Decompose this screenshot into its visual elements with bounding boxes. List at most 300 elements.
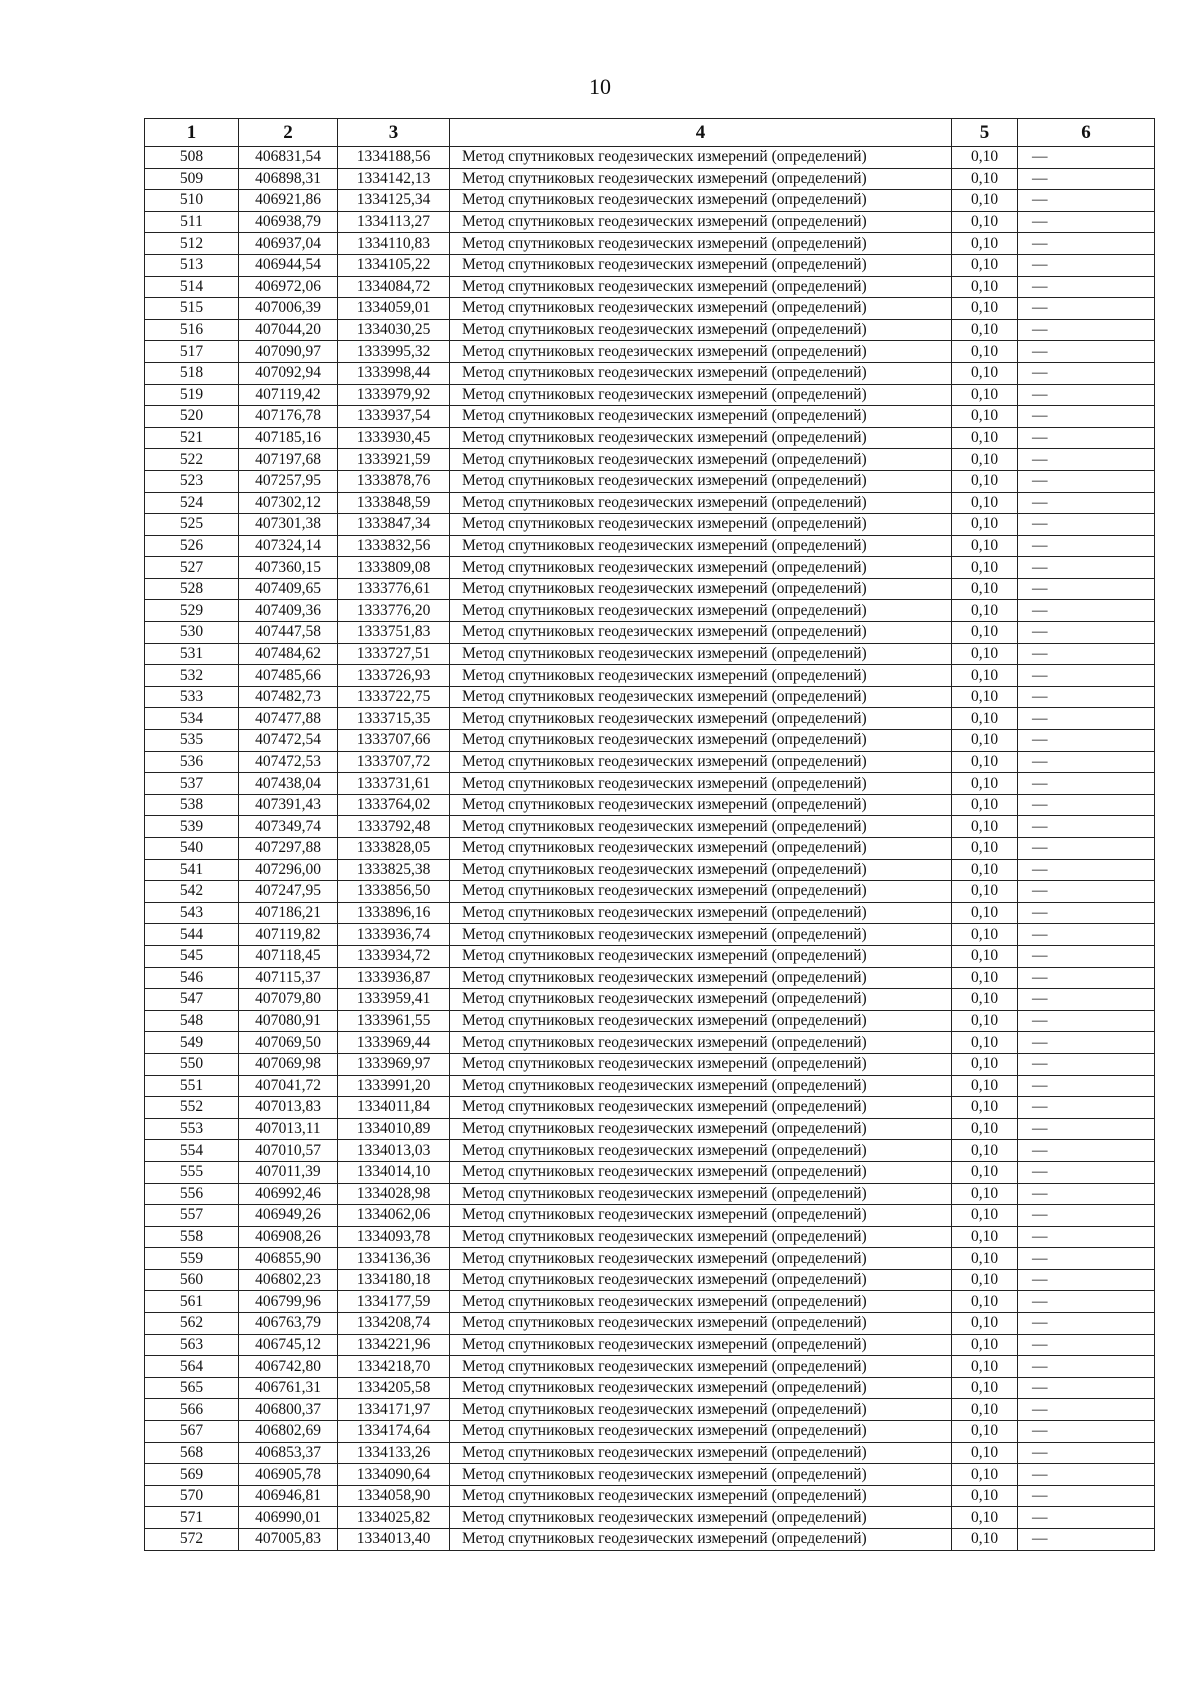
note-cell: — xyxy=(1018,967,1155,989)
table-row xyxy=(145,1399,1155,1421)
precision-cell: 0,10 xyxy=(952,406,1018,428)
column-header-3: 3 xyxy=(338,119,450,147)
table-row xyxy=(145,989,1155,1011)
y-coordinate-cell: 1334221,96 xyxy=(338,1334,450,1356)
method-cell: Метод спутниковых геодезических измерений (определений) xyxy=(450,470,952,492)
precision-cell: 0,10 xyxy=(952,924,1018,946)
x-coordinate-cell: 407013,83 xyxy=(239,1097,338,1119)
x-coordinate-cell: 406855,90 xyxy=(239,1248,338,1270)
y-coordinate-cell: 1333731,61 xyxy=(338,773,450,795)
note-cell: — xyxy=(1018,1529,1155,1551)
precision-cell: 0,10 xyxy=(952,1291,1018,1313)
y-coordinate-cell: 1333828,05 xyxy=(338,838,450,860)
y-coordinate-cell: 1334105,22 xyxy=(338,254,450,276)
point-number-cell: 523 xyxy=(145,470,239,492)
table-row xyxy=(145,1269,1155,1291)
table-row xyxy=(145,535,1155,557)
column-header-6: 6 xyxy=(1018,119,1155,147)
note-cell: — xyxy=(1018,1442,1155,1464)
note-cell: — xyxy=(1018,578,1155,600)
note-cell: — xyxy=(1018,924,1155,946)
precision-cell: 0,10 xyxy=(952,1507,1018,1529)
x-coordinate-cell: 406944,54 xyxy=(239,254,338,276)
table-row xyxy=(145,1010,1155,1032)
method-cell: Метод спутниковых геодезических измерений (определений) xyxy=(450,945,952,967)
y-coordinate-cell: 1333776,61 xyxy=(338,578,450,600)
y-coordinate-cell: 1333792,48 xyxy=(338,816,450,838)
point-number-cell: 551 xyxy=(145,1075,239,1097)
precision-cell: 0,10 xyxy=(952,1313,1018,1335)
precision-cell: 0,10 xyxy=(952,211,1018,233)
precision-cell: 0,10 xyxy=(952,449,1018,471)
table-row xyxy=(145,924,1155,946)
method-cell: Метод спутниковых геодезических измерений (определений) xyxy=(450,233,952,255)
table-row xyxy=(145,1161,1155,1183)
table-row xyxy=(145,147,1155,169)
method-cell: Метод спутниковых геодезических измерений (определений) xyxy=(450,384,952,406)
precision-cell: 0,10 xyxy=(952,514,1018,536)
point-number-cell: 546 xyxy=(145,967,239,989)
point-number-cell: 538 xyxy=(145,794,239,816)
table-body xyxy=(145,147,1155,1551)
point-number-cell: 521 xyxy=(145,427,239,449)
method-cell: Метод спутниковых геодезических измерений (определений) xyxy=(450,406,952,428)
table-row xyxy=(145,233,1155,255)
y-coordinate-cell: 1333848,59 xyxy=(338,492,450,514)
x-coordinate-cell: 407484,62 xyxy=(239,643,338,665)
table-row xyxy=(145,1140,1155,1162)
precision-cell: 0,10 xyxy=(952,686,1018,708)
y-coordinate-cell: 1333969,97 xyxy=(338,1053,450,1075)
precision-cell: 0,10 xyxy=(952,341,1018,363)
precision-cell: 0,10 xyxy=(952,1118,1018,1140)
column-header-4: 4 xyxy=(450,119,952,147)
y-coordinate-cell: 1333847,34 xyxy=(338,514,450,536)
table-row xyxy=(145,1529,1155,1551)
y-coordinate-cell: 1333722,75 xyxy=(338,686,450,708)
method-cell: Метод спутниковых геодезических измерений (определений) xyxy=(450,1075,952,1097)
method-cell: Метод спутниковых геодезических измерений (определений) xyxy=(450,449,952,471)
note-cell: — xyxy=(1018,1377,1155,1399)
precision-cell: 0,10 xyxy=(952,147,1018,169)
point-number-cell: 541 xyxy=(145,859,239,881)
x-coordinate-cell: 406853,37 xyxy=(239,1442,338,1464)
method-cell: Метод спутниковых геодезических измерений (определений) xyxy=(450,427,952,449)
method-cell: Метод спутниковых геодезических измерений (определений) xyxy=(450,1334,952,1356)
y-coordinate-cell: 1334218,70 xyxy=(338,1356,450,1378)
y-coordinate-cell: 1333764,02 xyxy=(338,794,450,816)
x-coordinate-cell: 406946,81 xyxy=(239,1485,338,1507)
point-number-cell: 540 xyxy=(145,838,239,860)
note-cell: — xyxy=(1018,686,1155,708)
table-row xyxy=(145,859,1155,881)
point-number-cell: 549 xyxy=(145,1032,239,1054)
method-cell: Метод спутниковых геодезических измерений (определений) xyxy=(450,1356,952,1378)
method-cell: Метод спутниковых геодезических измерений (определений) xyxy=(450,967,952,989)
note-cell: — xyxy=(1018,147,1155,169)
method-cell: Метод спутниковых геодезических измерений (определений) xyxy=(450,665,952,687)
method-cell: Метод спутниковых геодезических измерений (определений) xyxy=(450,557,952,579)
precision-cell: 0,10 xyxy=(952,557,1018,579)
note-cell: — xyxy=(1018,1313,1155,1335)
precision-cell: 0,10 xyxy=(952,600,1018,622)
note-cell: — xyxy=(1018,341,1155,363)
precision-cell: 0,10 xyxy=(952,1226,1018,1248)
x-coordinate-cell: 407176,78 xyxy=(239,406,338,428)
note-cell: — xyxy=(1018,794,1155,816)
point-number-cell: 517 xyxy=(145,341,239,363)
table-row xyxy=(145,298,1155,320)
x-coordinate-cell: 407011,39 xyxy=(239,1161,338,1183)
precision-cell: 0,10 xyxy=(952,1377,1018,1399)
table-row xyxy=(145,881,1155,903)
y-coordinate-cell: 1334011,84 xyxy=(338,1097,450,1119)
point-number-cell: 571 xyxy=(145,1507,239,1529)
x-coordinate-cell: 407092,94 xyxy=(239,362,338,384)
x-coordinate-cell: 407447,58 xyxy=(239,622,338,644)
note-cell: — xyxy=(1018,470,1155,492)
x-coordinate-cell: 406972,06 xyxy=(239,276,338,298)
x-coordinate-cell: 407044,20 xyxy=(239,319,338,341)
method-cell: Метод спутниковых геодезических измерений (определений) xyxy=(450,1161,952,1183)
point-number-cell: 534 xyxy=(145,708,239,730)
point-number-cell: 565 xyxy=(145,1377,239,1399)
table-row xyxy=(145,276,1155,298)
point-number-cell: 553 xyxy=(145,1118,239,1140)
precision-cell: 0,10 xyxy=(952,643,1018,665)
note-cell: — xyxy=(1018,1183,1155,1205)
table-row xyxy=(145,384,1155,406)
method-cell: Метод спутниковых геодезических измерений (определений) xyxy=(450,1118,952,1140)
precision-cell: 0,10 xyxy=(952,1269,1018,1291)
y-coordinate-cell: 1334136,36 xyxy=(338,1248,450,1270)
y-coordinate-cell: 1333856,50 xyxy=(338,881,450,903)
table-row xyxy=(145,1421,1155,1443)
x-coordinate-cell: 406937,04 xyxy=(239,233,338,255)
x-coordinate-cell: 407118,45 xyxy=(239,945,338,967)
note-cell: — xyxy=(1018,535,1155,557)
method-cell: Метод спутниковых геодезических измерений (определений) xyxy=(450,816,952,838)
method-cell: Метод спутниковых геодезических измерений (определений) xyxy=(450,514,952,536)
note-cell: — xyxy=(1018,838,1155,860)
table-row xyxy=(145,211,1155,233)
y-coordinate-cell: 1334205,58 xyxy=(338,1377,450,1399)
method-cell: Метод спутниковых геодезических измерений (определений) xyxy=(450,535,952,557)
note-cell: — xyxy=(1018,1161,1155,1183)
precision-cell: 0,10 xyxy=(952,578,1018,600)
x-coordinate-cell: 407090,97 xyxy=(239,341,338,363)
note-cell: — xyxy=(1018,1291,1155,1313)
method-cell: Метод спутниковых геодезических измерений (определений) xyxy=(450,600,952,622)
y-coordinate-cell: 1334093,78 xyxy=(338,1226,450,1248)
x-coordinate-cell: 406908,26 xyxy=(239,1226,338,1248)
point-number-cell: 566 xyxy=(145,1399,239,1421)
x-coordinate-cell: 406990,01 xyxy=(239,1507,338,1529)
point-number-cell: 524 xyxy=(145,492,239,514)
point-number-cell: 522 xyxy=(145,449,239,471)
table-row xyxy=(145,1032,1155,1054)
x-coordinate-cell: 406761,31 xyxy=(239,1377,338,1399)
table-row xyxy=(145,1442,1155,1464)
column-header-2: 2 xyxy=(239,119,338,147)
table-row xyxy=(145,600,1155,622)
y-coordinate-cell: 1334010,89 xyxy=(338,1118,450,1140)
column-header-5: 5 xyxy=(952,119,1018,147)
method-cell: Метод спутниковых геодезических измерений (определений) xyxy=(450,1507,952,1529)
method-cell: Метод спутниковых геодезических измерений (определений) xyxy=(450,190,952,212)
note-cell: — xyxy=(1018,945,1155,967)
method-cell: Метод спутниковых геодезических измерений (определений) xyxy=(450,730,952,752)
table-row xyxy=(145,1075,1155,1097)
note-cell: — xyxy=(1018,1464,1155,1486)
y-coordinate-cell: 1333998,44 xyxy=(338,362,450,384)
x-coordinate-cell: 407472,54 xyxy=(239,730,338,752)
method-cell: Метод спутниковых геодезических измерений (определений) xyxy=(450,622,952,644)
method-cell: Метод спутниковых геодезических измерений (определений) xyxy=(450,1529,952,1551)
precision-cell: 0,10 xyxy=(952,470,1018,492)
point-number-cell: 518 xyxy=(145,362,239,384)
y-coordinate-cell: 1333969,44 xyxy=(338,1032,450,1054)
y-coordinate-cell: 1333936,74 xyxy=(338,924,450,946)
point-number-cell: 526 xyxy=(145,535,239,557)
method-cell: Метод спутниковых геодезических измерений (определений) xyxy=(450,1442,952,1464)
y-coordinate-cell: 1333991,20 xyxy=(338,1075,450,1097)
method-cell: Метод спутниковых геодезических измерений (определений) xyxy=(450,254,952,276)
y-coordinate-cell: 1333921,59 xyxy=(338,449,450,471)
x-coordinate-cell: 406898,31 xyxy=(239,168,338,190)
x-coordinate-cell: 407010,57 xyxy=(239,1140,338,1162)
method-cell: Метод спутниковых геодезических измерений (определений) xyxy=(450,1464,952,1486)
x-coordinate-cell: 406802,23 xyxy=(239,1269,338,1291)
y-coordinate-cell: 1333776,20 xyxy=(338,600,450,622)
point-number-cell: 548 xyxy=(145,1010,239,1032)
point-number-cell: 545 xyxy=(145,945,239,967)
y-coordinate-cell: 1334028,98 xyxy=(338,1183,450,1205)
note-cell: — xyxy=(1018,319,1155,341)
precision-cell: 0,10 xyxy=(952,168,1018,190)
precision-cell: 0,10 xyxy=(952,254,1018,276)
y-coordinate-cell: 1333809,08 xyxy=(338,557,450,579)
point-number-cell: 519 xyxy=(145,384,239,406)
point-number-cell: 520 xyxy=(145,406,239,428)
note-cell: — xyxy=(1018,1269,1155,1291)
method-cell: Метод спутниковых геодезических измерений (определений) xyxy=(450,751,952,773)
x-coordinate-cell: 407013,11 xyxy=(239,1118,338,1140)
y-coordinate-cell: 1333878,76 xyxy=(338,470,450,492)
y-coordinate-cell: 1333707,72 xyxy=(338,751,450,773)
precision-cell: 0,10 xyxy=(952,1464,1018,1486)
method-cell: Метод спутниковых геодезических измерений (определений) xyxy=(450,147,952,169)
x-coordinate-cell: 406938,79 xyxy=(239,211,338,233)
y-coordinate-cell: 1333979,92 xyxy=(338,384,450,406)
y-coordinate-cell: 1334014,10 xyxy=(338,1161,450,1183)
note-cell: — xyxy=(1018,1010,1155,1032)
y-coordinate-cell: 1334177,59 xyxy=(338,1291,450,1313)
note-cell: — xyxy=(1018,708,1155,730)
precision-cell: 0,10 xyxy=(952,902,1018,924)
x-coordinate-cell: 407257,95 xyxy=(239,470,338,492)
method-cell: Метод спутниковых геодезических измерений (определений) xyxy=(450,1097,952,1119)
precision-cell: 0,10 xyxy=(952,1205,1018,1227)
note-cell: — xyxy=(1018,1248,1155,1270)
x-coordinate-cell: 407485,66 xyxy=(239,665,338,687)
precision-cell: 0,10 xyxy=(952,1097,1018,1119)
table-row xyxy=(145,1248,1155,1270)
table-row xyxy=(145,406,1155,428)
precision-cell: 0,10 xyxy=(952,816,1018,838)
precision-cell: 0,10 xyxy=(952,1161,1018,1183)
method-cell: Метод спутниковых геодезических измерений (определений) xyxy=(450,362,952,384)
table-row xyxy=(145,254,1155,276)
note-cell: — xyxy=(1018,449,1155,471)
x-coordinate-cell: 406921,86 xyxy=(239,190,338,212)
y-coordinate-cell: 1333959,41 xyxy=(338,989,450,1011)
point-number-cell: 555 xyxy=(145,1161,239,1183)
method-cell: Метод спутниковых геодезических измерений (определений) xyxy=(450,773,952,795)
precision-cell: 0,10 xyxy=(952,362,1018,384)
y-coordinate-cell: 1333934,72 xyxy=(338,945,450,967)
precision-cell: 0,10 xyxy=(952,838,1018,860)
precision-cell: 0,10 xyxy=(952,1010,1018,1032)
y-coordinate-cell: 1334058,90 xyxy=(338,1485,450,1507)
precision-cell: 0,10 xyxy=(952,492,1018,514)
table-row xyxy=(145,362,1155,384)
point-number-cell: 562 xyxy=(145,1313,239,1335)
y-coordinate-cell: 1334025,82 xyxy=(338,1507,450,1529)
point-number-cell: 544 xyxy=(145,924,239,946)
point-number-cell: 509 xyxy=(145,168,239,190)
point-number-cell: 514 xyxy=(145,276,239,298)
y-coordinate-cell: 1334125,34 xyxy=(338,190,450,212)
y-coordinate-cell: 1334133,26 xyxy=(338,1442,450,1464)
point-number-cell: 515 xyxy=(145,298,239,320)
method-cell: Метод спутниковых геодезических измерений (определений) xyxy=(450,1485,952,1507)
x-coordinate-cell: 407119,82 xyxy=(239,924,338,946)
table-row xyxy=(145,449,1155,471)
note-cell: — xyxy=(1018,1507,1155,1529)
x-coordinate-cell: 406745,12 xyxy=(239,1334,338,1356)
x-coordinate-cell: 407349,74 xyxy=(239,816,338,838)
method-cell: Метод спутниковых геодезических измерений (определений) xyxy=(450,686,952,708)
table-row xyxy=(145,1291,1155,1313)
method-cell: Метод спутниковых геодезических измерений (определений) xyxy=(450,298,952,320)
y-coordinate-cell: 1334013,03 xyxy=(338,1140,450,1162)
point-number-cell: 563 xyxy=(145,1334,239,1356)
y-coordinate-cell: 1333715,35 xyxy=(338,708,450,730)
note-cell: — xyxy=(1018,1032,1155,1054)
method-cell: Метод спутниковых геодезических измерений (определений) xyxy=(450,859,952,881)
point-number-cell: 567 xyxy=(145,1421,239,1443)
table-row xyxy=(145,1097,1155,1119)
note-cell: — xyxy=(1018,557,1155,579)
x-coordinate-cell: 407080,91 xyxy=(239,1010,338,1032)
precision-cell: 0,10 xyxy=(952,1334,1018,1356)
table-row xyxy=(145,514,1155,536)
table-row xyxy=(145,1118,1155,1140)
y-coordinate-cell: 1334090,64 xyxy=(338,1464,450,1486)
point-number-cell: 547 xyxy=(145,989,239,1011)
point-number-cell: 569 xyxy=(145,1464,239,1486)
precision-cell: 0,10 xyxy=(952,190,1018,212)
point-number-cell: 513 xyxy=(145,254,239,276)
method-cell: Метод спутниковых геодезических измерений (определений) xyxy=(450,881,952,903)
method-cell: Метод спутниковых геодезических измерений (определений) xyxy=(450,1399,952,1421)
x-coordinate-cell: 407297,88 xyxy=(239,838,338,860)
precision-cell: 0,10 xyxy=(952,967,1018,989)
note-cell: — xyxy=(1018,989,1155,1011)
x-coordinate-cell: 406831,54 xyxy=(239,147,338,169)
method-cell: Метод спутниковых геодезических измерений (определений) xyxy=(450,1313,952,1335)
x-coordinate-cell: 407301,38 xyxy=(239,514,338,536)
y-coordinate-cell: 1334180,18 xyxy=(338,1269,450,1291)
table-row xyxy=(145,190,1155,212)
note-cell: — xyxy=(1018,168,1155,190)
precision-cell: 0,10 xyxy=(952,665,1018,687)
y-coordinate-cell: 1334013,40 xyxy=(338,1529,450,1551)
method-cell: Метод спутниковых геодезических измерений (определений) xyxy=(450,643,952,665)
x-coordinate-cell: 407186,21 xyxy=(239,902,338,924)
table-row xyxy=(145,1053,1155,1075)
point-number-cell: 568 xyxy=(145,1442,239,1464)
note-cell: — xyxy=(1018,514,1155,536)
x-coordinate-cell: 406742,80 xyxy=(239,1356,338,1378)
note-cell: — xyxy=(1018,902,1155,924)
precision-cell: 0,10 xyxy=(952,1032,1018,1054)
y-coordinate-cell: 1334142,13 xyxy=(338,168,450,190)
precision-cell: 0,10 xyxy=(952,773,1018,795)
x-coordinate-cell: 407115,37 xyxy=(239,967,338,989)
x-coordinate-cell: 407482,73 xyxy=(239,686,338,708)
method-cell: Метод спутниковых геодезических измерений (определений) xyxy=(450,1140,952,1162)
precision-cell: 0,10 xyxy=(952,622,1018,644)
point-number-cell: 560 xyxy=(145,1269,239,1291)
precision-cell: 0,10 xyxy=(952,708,1018,730)
table-row xyxy=(145,578,1155,600)
precision-cell: 0,10 xyxy=(952,319,1018,341)
note-cell: — xyxy=(1018,1205,1155,1227)
y-coordinate-cell: 1333896,16 xyxy=(338,902,450,924)
precision-cell: 0,10 xyxy=(952,1529,1018,1551)
note-cell: — xyxy=(1018,773,1155,795)
precision-cell: 0,10 xyxy=(952,233,1018,255)
method-cell: Метод спутниковых геодезических измерений (определений) xyxy=(450,319,952,341)
point-number-cell: 508 xyxy=(145,147,239,169)
y-coordinate-cell: 1333937,54 xyxy=(338,406,450,428)
point-number-cell: 542 xyxy=(145,881,239,903)
y-coordinate-cell: 1333930,45 xyxy=(338,427,450,449)
note-cell: — xyxy=(1018,751,1155,773)
table-row xyxy=(145,1313,1155,1335)
x-coordinate-cell: 407069,98 xyxy=(239,1053,338,1075)
point-number-cell: 535 xyxy=(145,730,239,752)
method-cell: Метод спутниковых геодезических измерений (определений) xyxy=(450,924,952,946)
table-row xyxy=(145,665,1155,687)
point-number-cell: 510 xyxy=(145,190,239,212)
x-coordinate-cell: 407247,95 xyxy=(239,881,338,903)
x-coordinate-cell: 407409,65 xyxy=(239,578,338,600)
x-coordinate-cell: 406949,26 xyxy=(239,1205,338,1227)
point-number-cell: 511 xyxy=(145,211,239,233)
precision-cell: 0,10 xyxy=(952,794,1018,816)
precision-cell: 0,10 xyxy=(952,881,1018,903)
precision-cell: 0,10 xyxy=(952,298,1018,320)
note-cell: — xyxy=(1018,859,1155,881)
point-number-cell: 529 xyxy=(145,600,239,622)
method-cell: Метод спутниковых геодезических измерений (определений) xyxy=(450,211,952,233)
method-cell: Метод спутниковых геодезических измерений (определений) xyxy=(450,168,952,190)
note-cell: — xyxy=(1018,1097,1155,1119)
point-number-cell: 533 xyxy=(145,686,239,708)
